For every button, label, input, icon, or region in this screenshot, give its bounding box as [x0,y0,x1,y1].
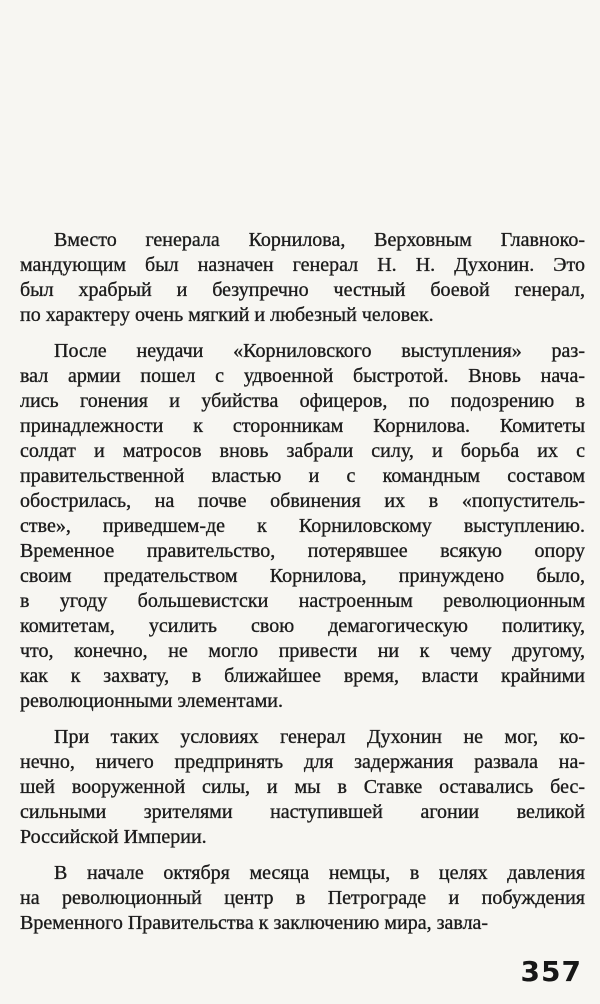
text-line: как к захвату, в ближайшее время, власти крайними [20,665,585,687]
text-line: нечно, ничего предпринять для задержания развала на- [20,751,585,773]
text-line: что, конечно, не могло привести ни к чему другому, [20,640,585,662]
text-line: шей вооруженной силы, и мы в Ставке оставались бес- [20,776,585,798]
text-block [20,228,585,947]
text-line: вал армии пошел с удвоенной быстротой. Вновь нача- [20,365,585,387]
text-line: по характеру очень мягкий и любезный человек. [20,304,434,326]
paragraph [20,725,585,850]
text-line: комитетам, усилить свою демагогическую политику, [20,615,585,637]
text-line: Временное правительство, потерявшее всякую опору [20,540,585,562]
text-line: Российской Империи. [20,826,207,848]
paragraph [20,861,585,936]
text-line: После неудачи «Корниловского выступления» раз- [54,340,585,362]
text-line: правительственной властью и с командным составом [20,465,585,487]
text-line: солдат и матросов вновь забрали силу, и борьба их с [20,440,585,462]
page-number: 357 [520,955,582,988]
text-line: Временного Правительства к заключению мира, завла- [20,912,489,934]
text-line: лись гонения и убийства офицеров, по подозрению в [20,390,585,412]
text-line: в угоду большевистски настроенным революционным [20,590,585,612]
text-line: принадлежности к сторонникам Корнилова. Комитеты [20,415,585,437]
text-line: был храбрый и безупречно честный боевой генерал, [20,279,585,301]
text-line: своим предательством Корнилова, принуждено было, [20,565,585,587]
paragraph [20,228,585,328]
text-line: В начале октября месяца немцы, в целях давления [54,862,585,884]
text-line: Вместо генерала Корнилова, Верховным Главноко- [54,229,585,251]
text-line: обострилась, на почве обвинения их в «попуститель- [20,490,585,512]
text-line: мандующим был назначен генерал Н. Н. Духонин. Это [20,254,585,276]
text-line: При таких условиях генерал Духонин не мог, ко- [54,726,585,748]
text-line: революционными элементами. [20,690,283,712]
text-line: сильными зрителями наступившей агонии великой [20,801,585,823]
paragraph [20,339,585,714]
text-line: на революционный центр в Петрограде и побуждения [20,887,585,909]
text-line: стве», приведшем-де к Корниловскому выступлению. [20,515,585,537]
